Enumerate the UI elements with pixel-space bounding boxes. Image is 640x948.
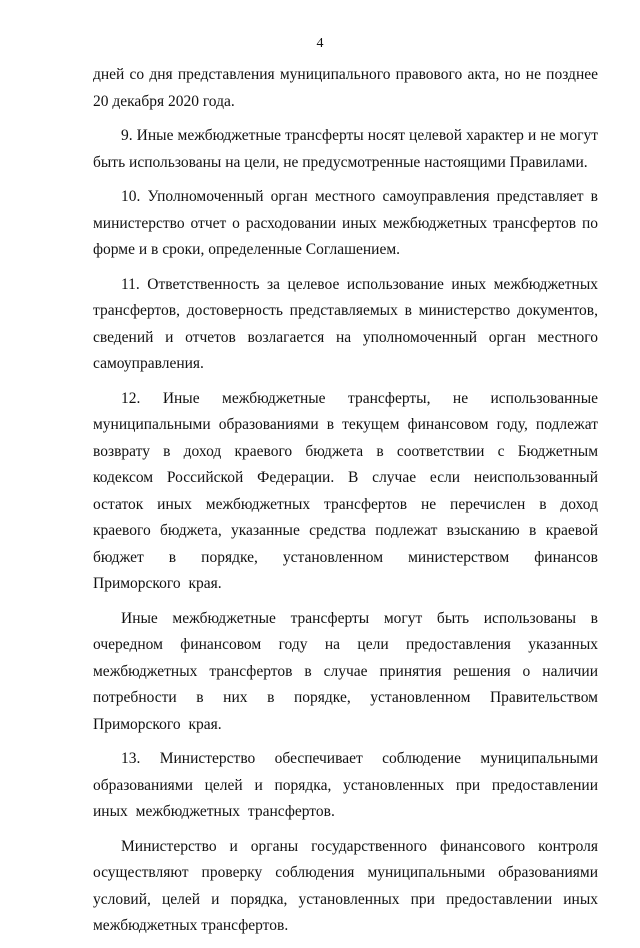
paragraph-item-9: 9. Иные межбюджетные трансферты носят целевой характер и не могут быть использованы на цели, не предусмотренные настоящими Правилами. — [93, 127, 598, 171]
paragraph-continuation: дней со дня представления муниципального правового акта, но не позднее 20 декабря 2020 года. — [93, 66, 598, 110]
paragraph-item-12: 12. Иные межбюджетные трансферты, не использованные муниципальными образованиями в текущем финансовом году, подлежат возврату в доход краевого бюджета в соответствии с Бюджетным кодексом Российской Федерации. В случае если неиспользованный остаток иных межбюджетных трансфертов не перечислен в доход краевого бюджета, указанные средства подлежат взысканию в краевой бюджет в порядке, установленном министерством финансов Приморского края. — [93, 389, 598, 592]
paragraph-item-13: 13. Министерство обеспечивает соблюдение муниципальными образованиями целей и порядка, установленных при предоставлении иных межбюджетных трансфертов. — [93, 750, 598, 820]
paragraph-item-10: 10. Уполномоченный орган местного самоуправления представляет в министерство отчет о расходовании иных межбюджетных трансфертов по форме и в сроки, определенные Соглашением. — [93, 188, 598, 258]
document-body — [93, 62, 598, 948]
paragraph-item-11: 11. Ответственность за целевое использование иных межбюджетных трансфертов, достоверность представляемых в министерство документов, сведений и отчетов возлагается на уполномоченный орган местного самоуправления. — [93, 275, 598, 372]
page-number: 4 — [316, 36, 324, 51]
paragraph-item-13-continued: Министерство и органы государственного финансового контроля осуществляют проверку соблюдения муниципальными образованиями условий, целей и порядка, установленных при предоставлении иных межбюджетных трансфертов. — [93, 837, 598, 934]
paragraph-item-12-continued: Иные межбюджетные трансферты могут быть использованы в очередном финансовом году на цели предоставления указанных межбюджетных трансфертов в случае принятия решения о наличии потребности в них в порядке, установленном Правительством Приморского края. — [93, 609, 598, 733]
